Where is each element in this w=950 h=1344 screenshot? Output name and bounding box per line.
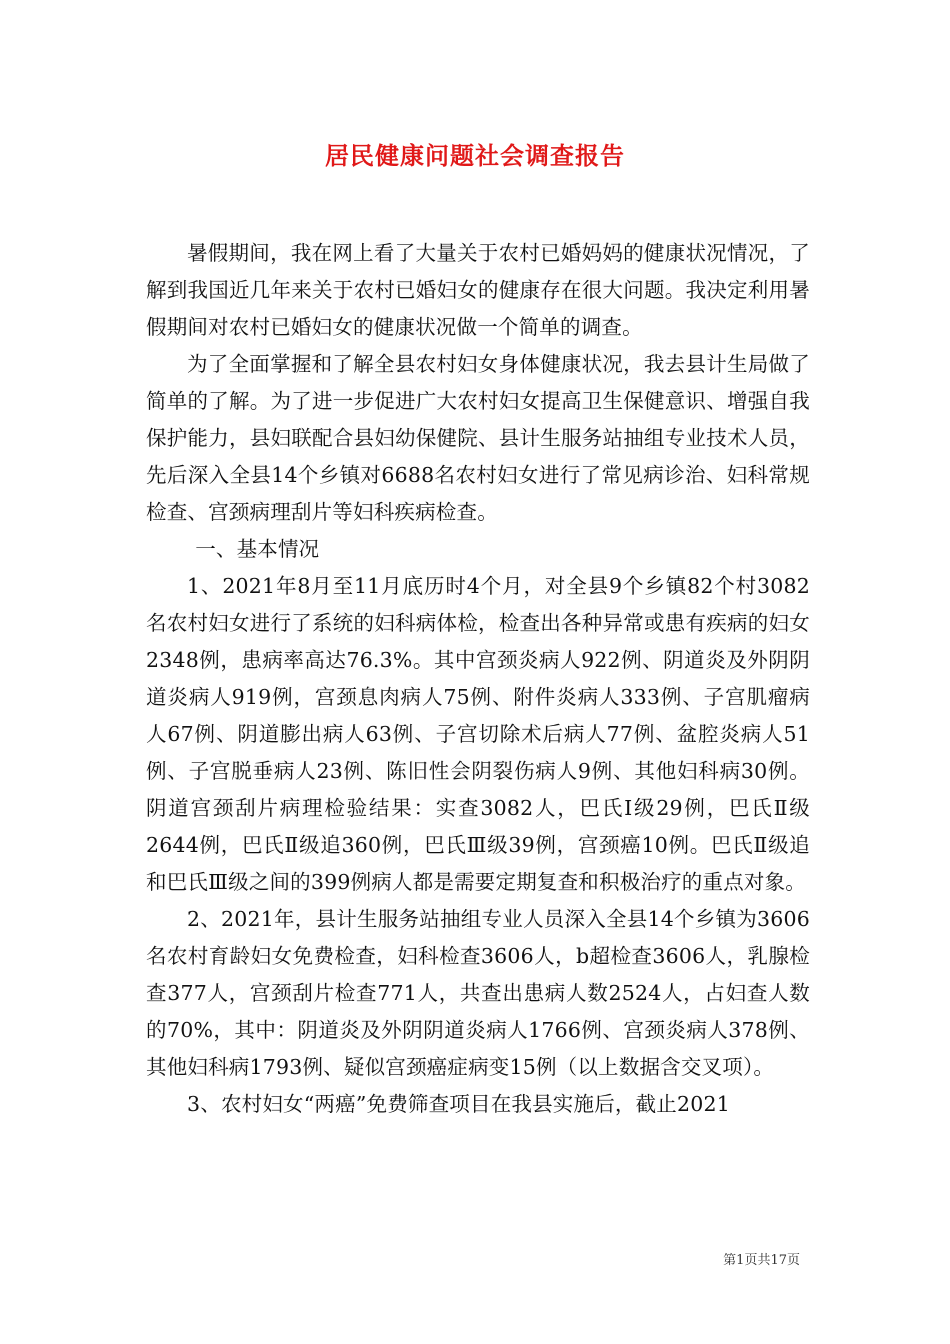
section-heading-basic-situation: 一、基本情况 [195, 537, 320, 561]
paragraph-item-1: 1、2021年8月至11月底历时4个月，对全县9个乡镇82个村3082名农村妇女进行了系统的妇科病体检，检查出各种异常或患有疾病的妇女2348例，患病率高达76.3%。其中宫颈炎病人922例、阴道炎及外阴阴道炎病人919例，宫颈息肉病人75例、附件炎病人333例、子宫肌瘤病人67例、阴道膨出病人63例、子宫切除术后病人77例、盆腔炎病人51例、子宫脱垂病人23例、陈旧性会阴裂伤病人9例、其他妇科病30例。阴道宫颈刮片病理检验结果：实查3082人，巴氏Ⅰ级29例，巴氏Ⅱ级2644例，巴氏Ⅱ级追360例，巴氏Ⅲ级39例，宫颈癌10例。巴氏Ⅱ级追和巴氏Ⅲ级之间的399例病人都是需要定期复查和积极治疗的重点对象。 [146, 574, 810, 894]
document-body [146, 235, 810, 1123]
paragraph-background: 为了全面掌握和了解全县农村妇女身体健康状况，我去县计生局做了简单的了解。为了进一步促进广大农村妇女提高卫生保健意识、增强自我保护能力，县妇联配合县妇幼保健院、县计生服务站抽组专业技术人员，先后深入全县14个乡镇对6688名农村妇女进行了常见病诊治、妇科常规检查、宫颈病理刮片等妇科疾病检查。 [146, 352, 810, 524]
document-title: 居民健康问题社会调查报告 [325, 141, 625, 170]
paragraph-intro: 暑假期间，我在网上看了大量关于农村已婚妈妈的健康状况情况，了解到我国近几年来关于农村已婚妇女的健康存在很大问题。我决定利用暑假期间对农村已婚妇女的健康状况做一个简单的调查。 [146, 241, 810, 339]
paragraph-item-3: 3、农村妇女“两癌”免费筛查项目在我县实施后，截止2021 [187, 1092, 730, 1116]
page-number-footer: 第1页共17页 [723, 1253, 800, 1268]
paragraph-item-2: 2、2021年，县计生服务站抽组专业人员深入全县14个乡镇为3606名农村育龄妇女免费检查，妇科检查3606人，b超检查3606人，乳腺检查377人，宫颈刮片检查771人，共查出患病人数2524人，占妇查人数的70%，其中：阴道炎及外阴阴道炎病人1766例、宫颈炎病人378例、其他妇科病1793例、疑似宫颈癌症病变15例（以上数据含交叉项）。 [146, 907, 810, 1079]
